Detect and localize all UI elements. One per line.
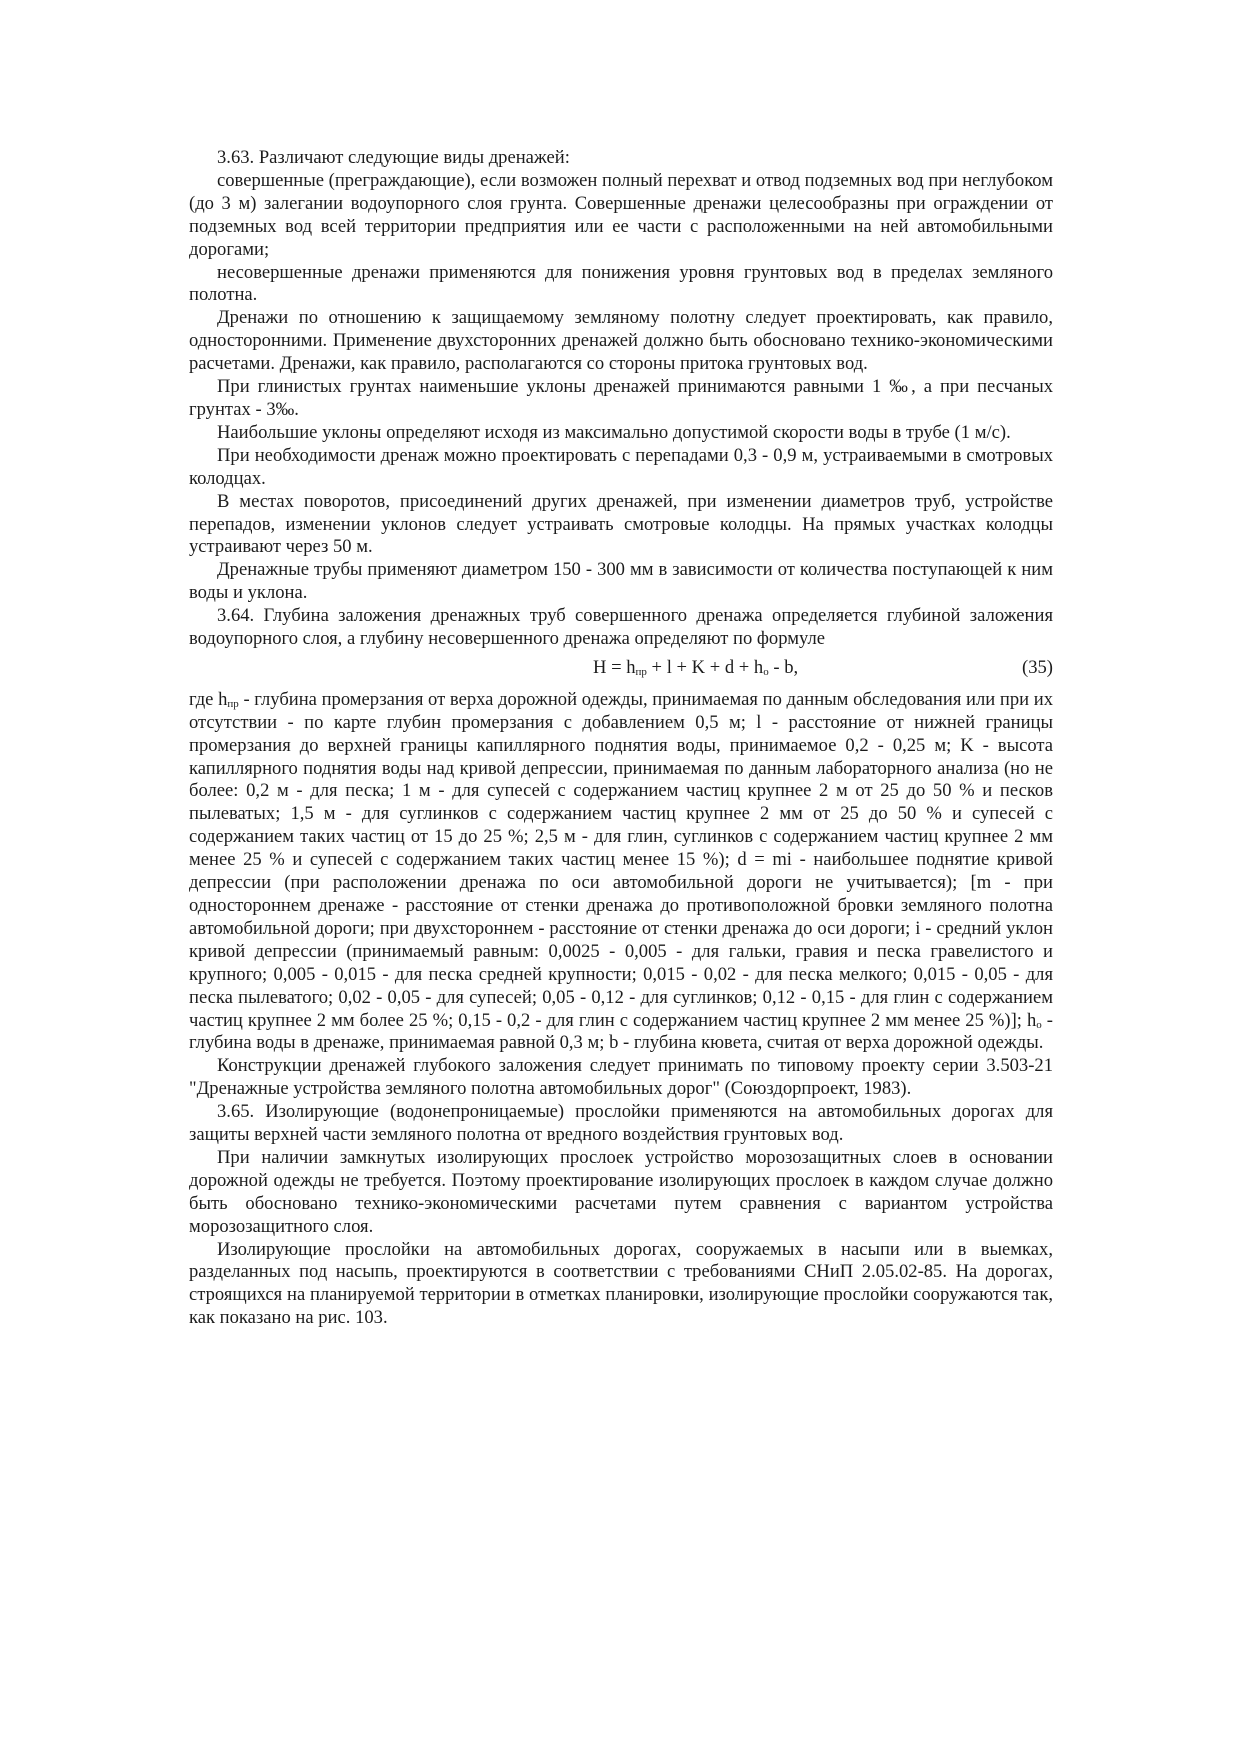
paragraph-closed-insulating-layers: При наличии замкнутых изолирующих прослоек устройство морозозащитных слоев в основании дорожной одежды не требуется. Поэтому проектирование изолирующих прослоек в каждом случае должно быть обосновано технико-экономическими расчетами путем сравнения с вариантом устройства морозозащитного слоя. [189,1146,1053,1237]
formula-row [189,657,1053,680]
paragraph-insulating-layers-design: Изолирующие прослойки на автомобильных дорогах, сооружаемых в насыпи или в выемках, разделанных под насыпь, проектируются в соответствии с требованиями СНиП 2.05.02-85. На дорогах, строящихся на планируемой территории в отметках планировки, изолирующие прослойки сооружаются так, как показано на рис. 103. [189,1238,1053,1329]
paragraph-deep-drain-construction: Конструкции дренажей глубокого заложения следует принимать по типовому проекту серии 3.503-21 "Дренажные устройства земляного полотна автомобильных дорог" (Союздорпроект, 1983). [189,1055,1053,1100]
document-page [189,147,1053,1330]
paragraph-formula-explanation: где $h_{пр}$ - глубина промерзания от верха дорожной одежды, принимаемая по данным обследования или при их отсутствии - по карте глубин промерзания с добавлением 0,5 м; l - расстояние от нижней границы промерзания до верхней границы капиллярного поднятия воды, принимаемое 0,2 - 0,25 м; K - высота капиллярного поднятия воды над кривой депрессии, принимаемая по данным лабораторного анализа (но не более: 0,2 м - для песка; 1 м - для супесей с содержанием частиц крупнее 2 м от 25 до 50 % и песков пылеватых; 1,5 м - для суглинков с содержанием частиц крупнее 2 мм от 25 до 50 % и супесей с содержанием таких частиц от 15 до 25 %; 2,5 м - для глин, суглинков с содержанием частиц крупнее 2 мм менее 25 % и супесей с содержанием таких частиц менее 15 %); d = mi - наибольшее поднятие кривой депрессии (при расположении дренажа по оси автомобильной дороги не учитывается); [m - при одностороннем дренаже - расстояние от стенки дренажа до противоположной бровки земляного полотна автомобильной дороги; при двухстороннем - расстояние от стенки дренажа до оси дороги; i - средний уклон кривой депрессии (принимаемый равным: 0,0025 - 0,005 - для гальки, гравия и песка гравелистого и крупного; 0,005 - 0,015 - для песка средней крупности; 0,015 - 0,02 - для песка мелкого; 0,015 - 0,05 - для песка пылеватого; 0,02 - 0,05 - для супесей; 0,05 - 0,12 - для суглинков; 0,12 - 0,15 - для глин с содержанием частиц крупнее 2 мм более 25 %; 0,15 - 0,2 - для глин с содержанием частиц крупнее 2 мм менее 25 %)]; $h_o$ - глубина воды в дренаже, принимаемая равной 0,3 м; b - глубина кювета, считая от верха дорожной одежды. [189,688,1054,1054]
paragraph-perfect-drains: совершенные (преграждающие), если возможен полный перехват и отвод подземных вод при неглубоком (до 3 м) залегании водоупорного слоя грунта. Совершенные дренажи целесообразны при ограждении от подземных вод всей территории предприятия или ее части с расположенными на ней автомобильными дорогами; [189,169,1053,260]
paragraph-3-63-heading: 3.63. Различают следующие виды дренажей: [217,147,570,168]
formula-number: (35) [1022,656,1053,678]
paragraph-drops: При необходимости дренаж можно проектировать с перепадами 0,3 - 0,9 м, устраиваемыми в смотровых колодцах. [189,444,1053,489]
paragraph-inspection-wells: В местах поворотов, присоединений других дренажей, при изменении диаметров труб, устройстве перепадов, изменении уклонов следует устраивать смотровые колодцы. На прямых участках колодцы устраивают через 50 м. [189,490,1053,558]
paragraph-maximum-slopes: Наибольшие уклоны определяют исходя из максимально допустимой скорости воды в трубе (1 м/с). [217,421,1011,443]
paragraph-minimum-slopes: При глинистых грунтах наименьшие уклоны дренажей принимаются равными 1 ‰, а при песчаных грунтах - 3‰. [189,376,1053,420]
paragraph-3-65-insulating-layers: 3.65. Изолирующие (водонепроницаемые) прослойки применяются на автомобильных дорогах для защиты верхней части земляного полотна от вредного воздействия грунтовых вод. [189,1101,1053,1146]
formula: $H = h_{пр} + l + K + d + h_o - b$, [593,656,799,678]
paragraph-3-64-depth: 3.64. Глубина заложения дренажных труб совершенного дренажа определяется глубиной заложения водоупорного слоя, а глубину несовершенного дренажа определяют по формуле [189,605,1053,650]
paragraph-drain-design: Дренажи по отношению к защищаемому земляному полотну следует проектировать, как правило, односторонними. Применение двухсторонних дренажей должно быть обосновано технико-экономическими расчетами. Дренажи, как правило, располагаются со стороны притока грунтовых вод. [189,307,1053,375]
paragraph-imperfect-drains: несовершенные дренажи применяются для понижения уровня грунтовых вод в пределах земляного полотна. [189,261,1053,306]
paragraph-pipe-diameter: Дренажные трубы применяют диаметром 150 - 300 мм в зависимости от количества поступающей к ним воды и уклона. [189,559,1053,604]
